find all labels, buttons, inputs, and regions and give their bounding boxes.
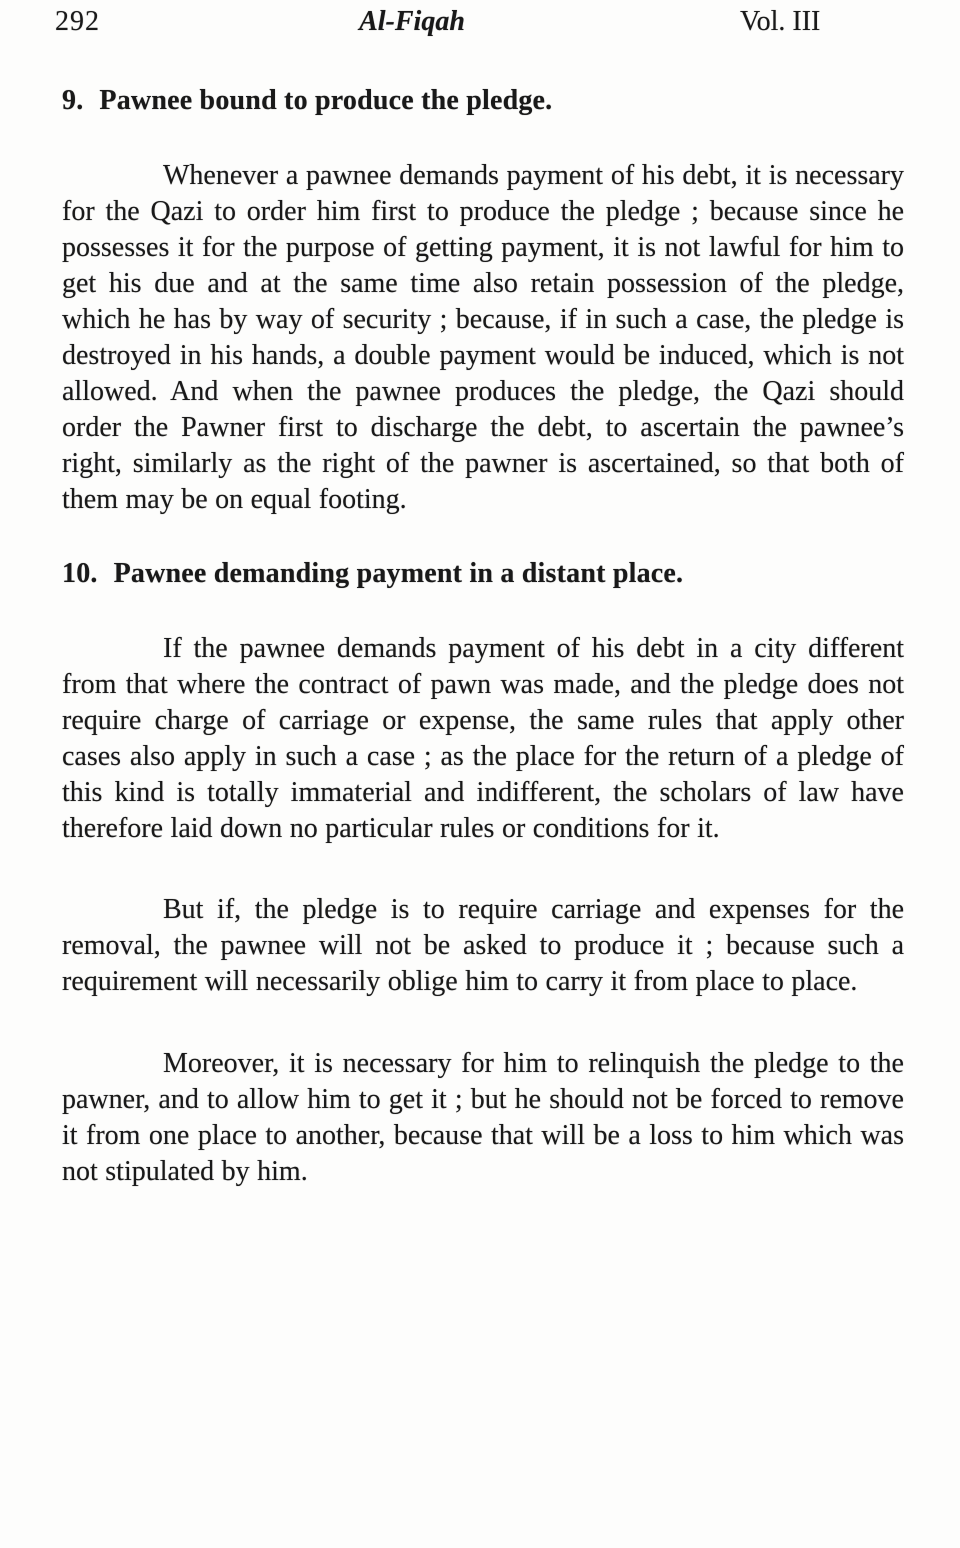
section-number: 10. [62,558,98,589]
section-title: Pawnee demanding payment in a distant place. [113,558,684,589]
page-body [62,83,904,1190]
section-title: Pawnee bound to produce the pledge. [99,85,553,116]
section-heading-10 [62,556,904,592]
paragraph: Whenever a pawnee demands payment of his debt, it is necessary for the Qazi to order him first to produce the pledge ; because since he possesses it for the purpose of getting payment, it is not lawful for him to get his due and at the same time also retain possession of the pledge, which he has by way of security ; because, if in such a case, the pledge is destroyed in his hands, a double payment would be induced, which is not allowed. And when the pawnee produces the pledge, the Qazi should order the Pawner first to discharge the debt, to ascertain the pawnee’s right, similarly as the right of the pawner is ascertained, so that both of them may be on equal footing. [62,160,904,515]
book-title: Al-Fiqah [359,6,465,37]
section-heading-9 [62,83,904,119]
paragraph: Moreover, it is necessary for him to relinquish the pledge to the pawner, and to allow him to get it ; but he should not be forced to remove it from one place to another, because that will be a loss to him which was not stipulated by him. [62,1048,904,1187]
paragraph: If the pawnee demands payment of his debt in a city different from that where the contract of pawn was made, and the pledge does not require charge of carriage or expense, the same rules that apply other cases also apply in such a case ; as the place for the return of a pledge of this kind is totally immaterial and indifferent, the scholars of law have therefore laid down no particular rules or conditions for it. [62,633,904,844]
paragraph: But if, the pledge is to require carriage and expenses for the removal, the pawnee will not be asked to produce it ; because such a requirement will necessarily oblige him to carry it from place to place. [62,894,904,997]
section-number: 9. [62,85,84,116]
volume-label: Vol. III [740,6,821,37]
page-header [0,6,960,40]
page-number: 292 [55,6,100,37]
